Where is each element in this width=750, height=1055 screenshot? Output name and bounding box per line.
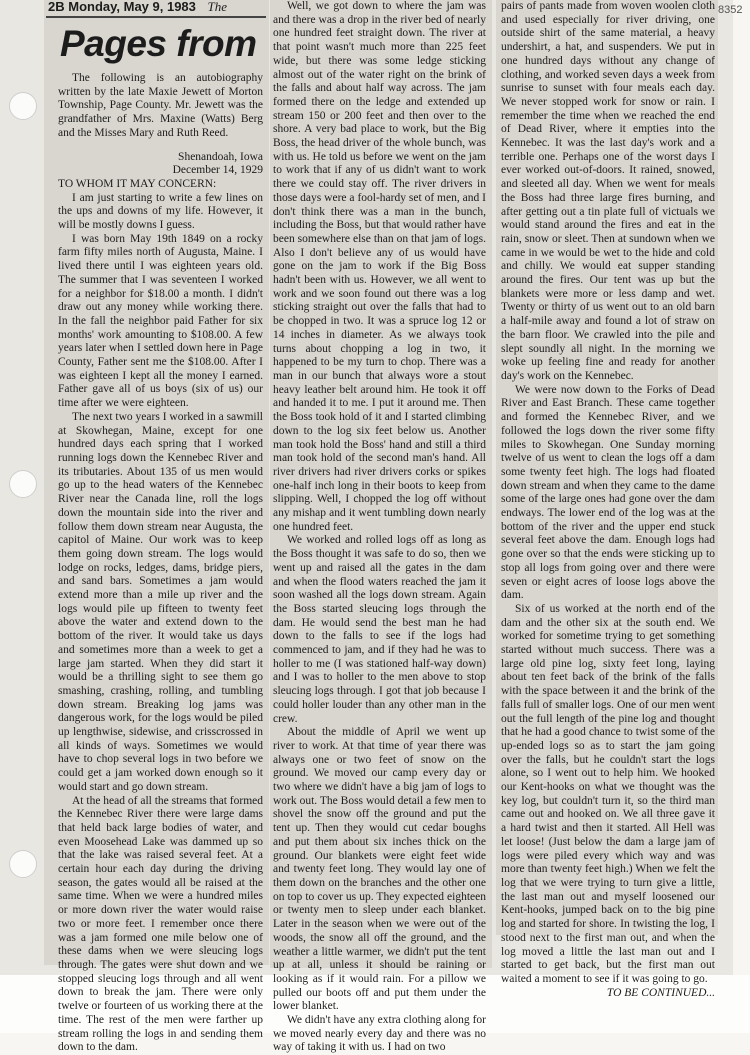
punch-hole — [9, 850, 37, 878]
paragraph: pairs of pants made from woven woolen cloth and used especially for river driving, one outside shirt of the same material, a heavy undershirt, a hat, and suspenders. We put in one hundred days without any change of clothing, and worked seven days a week from sunrise to sunset with four meals each day. We never stopped work for snow or rain. I remember the time when we reached the end of Dead River, where it empties into the Kennebec. It was the last day's work and a terrible one. Perhaps one of the worst days I ever worked out-of-doors. It rained, snowed, and sleeted all day. When we went for meals the Boss had three large fires burning, and after getting out a tin plate full of victuals we would stand around the fires and eat in the rain, snow or sleet. Then at sundown when we came in we would be wet to the hide and cold and chilly. We would eat supper standing around the fires. Our tent was up but the blankets were more or less damp and wet. Twenty or thirty of us went out to an old barn a half-mile away and found a lot of straw on the barn floor. We crawled into the pile and slept soundly all night. In the morning we woke up feeling fine and ready for another day's work on the Kennebec. — [501, 0, 715, 382]
paper-name: The — [207, 0, 228, 14]
column-1 — [58, 72, 264, 1054]
paragraph: I am just starting to write a few lines on the ups and downs of my life. However, it will be mostly downs I guess. — [58, 191, 263, 232]
paragraph: I was born May 19th 1849 on a rocky farm fifty miles north of Augusta, Maine. I lived there until I was eighteen years old. The summer that I was seventeen I worked for a neighbor for $18.00 a month. I didn't draw out any money while working there. In the fall the neighbor paid Father for six months' work amounting to $108.00. A few years later when I settled down here in Page County, Father sent me the $108.00. After I was eighteen I kept all the money I earned. Father gave all of us boys (six of us) our time after we were eighteen. — [58, 232, 263, 410]
masthead-rule — [46, 16, 266, 18]
dateline-date: December 14, 1929 — [172, 164, 263, 177]
headline: Pages from — [60, 23, 257, 64]
paragraph: Well, we got down to where the jam was and there was a drop in the river bed of nearly one hundred feet straight down. The river at that point wasn't much more than 225 feet wide, but there was some ledge sticking almost out of the water right on the brink of the falls and about half way across. The jam formed there on the ledge and extended up stream 150 or 200 feet and then over to the shore. A very bad place to work, but the Big Boss, the head driver of the whole bunch, was with us. He told us before we went on the jam to work that if any of us didn't want to work there we could stay off. The river drivers in those days were a fool-hardy set of men, and I don't think there was a man in the bunch, including the Boss, but that would rather have been somewhere else than on that jam of logs. Also I don't believe any of us would have gone on the jam to work if the Big Boss hadn't been with us. However, we all went to work and we soon found out there was a log sticking straight out over the falls that had to be chopped in two. It was a spruce log 12 or 14 inches in diameter. As we always took turns about chopping a log in two, it happened to be my turn to chop. There was a man in our bunch that always wore a stout heavy leather belt around him. He took it off and handed it to me. I put it around me. Then the Boss took hold of it and I started climbing down to the log six feet below us. Another man took hold the Boss' hand and still a third man took hold of the second man's hand. All river drivers had river drivers corks or spikes one-half inch long in their boots to keep from slipping. Well, I chopped the log off without any mishap and it went tumbling down nearly one hundred feet. — [273, 0, 486, 533]
archive-number: 8352 — [718, 4, 743, 16]
dateline-place: Shenandoah, Iowa — [178, 150, 263, 163]
paragraph: The next two years I worked in a sawmill at Skowhegan, Maine, except for one hundred days each spring that I worked running logs down the Kennebec River and its tributaries. About 135 of us men would go up to the head waters of the Kennebec River near the Canada line, roll the logs down the mountain side into the river and follow them down stream near Augusta, the capitol of Maine. Our work was to keep them going down stream. The logs would lodge on rocks, ledges, dams, bridge piers, and sand bars. Sometimes a jam would extend more than a mile up river and the logs would pile up fifteen to twenty feet above the water and extend down to the bottom of the river. It would take us days and sometimes more than a week to get a large jam started. When they did start it would be a thrilling sight to see them go smashing, crashing, rolling, and tumbling down stream. Breaking log jams was dangerous work, for the logs would be piled up lengthwise, sidewise, and crisscrossed in all kinds of ways. Sometimes we would have to chop several logs in two before we could get a jam worked down enough so it would start and go down stream. — [58, 410, 263, 793]
paragraph: At the head of all the streams that formed the Kennebec River there were large dams that held back large bodies of water, and even Moosehead Lake was dammed up so that the lake was raised several feet. At a certain hour each day during the driving season, the gates would all be raised at the same time. When we were a hundred miles or more down river the water would raise two or more feet. I remember once there was a jam formed one mile below one of these dams when we were sleucing logs through. The gates were shut down and we stopped sleucing logs through and all went down to break the jam. There were only twelve or fourteen of us working there at the time. The rest of the men were farther up stream rolling the logs in and sending them down to the dam. — [58, 794, 264, 1054]
paragraph: Six of us worked at the north end of the dam and the other six at the south end. We worked for sometime trying to get something started without much success. There was a large old pine log, sixty feet long, laying about ten feet back of the brink of the falls with the space between it and the brink of the falls full of smaller logs. One of our men went out the full length of the pine log and thought that he had a good chance to twist some of the up-ended logs so as to start the jam going over the falls, but he couldn't start the logs alone, so I went out to help him. We hooked our Kent-hooks on what we thought was the key log, but couldn't turn it, so the third man came out and hooked on. We all three gave it a hard twist and then it started. All Hell was let loose! (Just below the dam a large jam of logs were piled every which way and was more than twenty feet high.) When we felt the log that we were trying to turn give a little, the last man out and myself loosened our Kent-hooks, jumped back on to the big pine log and started for shore. In twisting the log, I stood next to the first man out, and when the log moved a little the last man out and I started to get back, but the first man out waited a moment to see if it was going to go. — [501, 602, 715, 985]
punch-hole — [9, 470, 37, 498]
issue-date: Monday, May 9, 1983 — [68, 0, 196, 14]
column-2 — [273, 0, 486, 1054]
paragraph: We worked and rolled logs off as long as the Boss thought it was safe to do so, then we went up and raised all the gates in the dam and when the flood waters reached the jam it soon washed all the logs down stream. Again the Boss started sleucing logs through the dam. He would send the best man he had down to the falls to see if the logs had commenced to jam, and if they had he was to holler to me (I was stationed half-way down) and I was to holler to the men above to stop sleucing logs through. I got that job because I could holler louder than any other man in the crew. — [273, 534, 486, 725]
page-number: 2B — [48, 0, 65, 14]
paragraph: We didn't have any extra clothing along for we moved nearly every day and there was no way of taking it with us. I had on two — [273, 1014, 486, 1054]
paragraph: About the middle of April we went up river to work. At that time of year there was always one or two feet of snow on the ground. We moved our camp every day or two where we didn't have a big jam of logs to work out. The Boss would detail a few men to shovel the snow off the ground and put the tent up. Then they would cut cedar boughs and put them about six inches thick on the ground. Our blankets were eight feet wide and twenty feet long. They would lay one of them down on the branches and the other one on top to cover us up. They expected eighteen or twenty men to sleep under each blanket. Later in the season when we were out of the woods, the snow all off the ground, and the weather a little warmer, we didn't put the tent up at all, unless it should be raining or looking as if it would rain. For a pillow we pulled our boots off and put them under the lower blanket. — [273, 726, 486, 1013]
punch-hole — [9, 92, 37, 120]
salutation: TO WHOM IT MAY CONCERN: — [58, 177, 217, 190]
masthead — [48, 0, 263, 14]
paragraph: We were now down to the Forks of Dead River and East Branch. These came together and formed the Kennebec River, and we followed the logs down the river some fifty miles to Skowhegan. One Sunday morning twelve of us went to clean the logs off a dam some twenty feet high. The logs had floated down stream and when they came to the dame some of the large ones had gone over the dam endways. The lower end of the log was at the bottom of the river and the upper end stuck several feet above the dam. Enough logs had gone over so that the ends were sticking up to stop all logs from going over and there were seven or eight acres of loose logs above the dam. — [501, 383, 715, 602]
column-3 — [501, 0, 715, 999]
to-be-continued: TO BE CONTINUED... — [606, 986, 715, 999]
intro-paragraph: The following is an autobiography written by the late Maxie Jewett of Morton Township, Page County. Mr. Jewett was the grandfather of Mrs. Maxine (Watts) Berg and the Misses Mary and Ruth Reed. — [58, 72, 263, 139]
